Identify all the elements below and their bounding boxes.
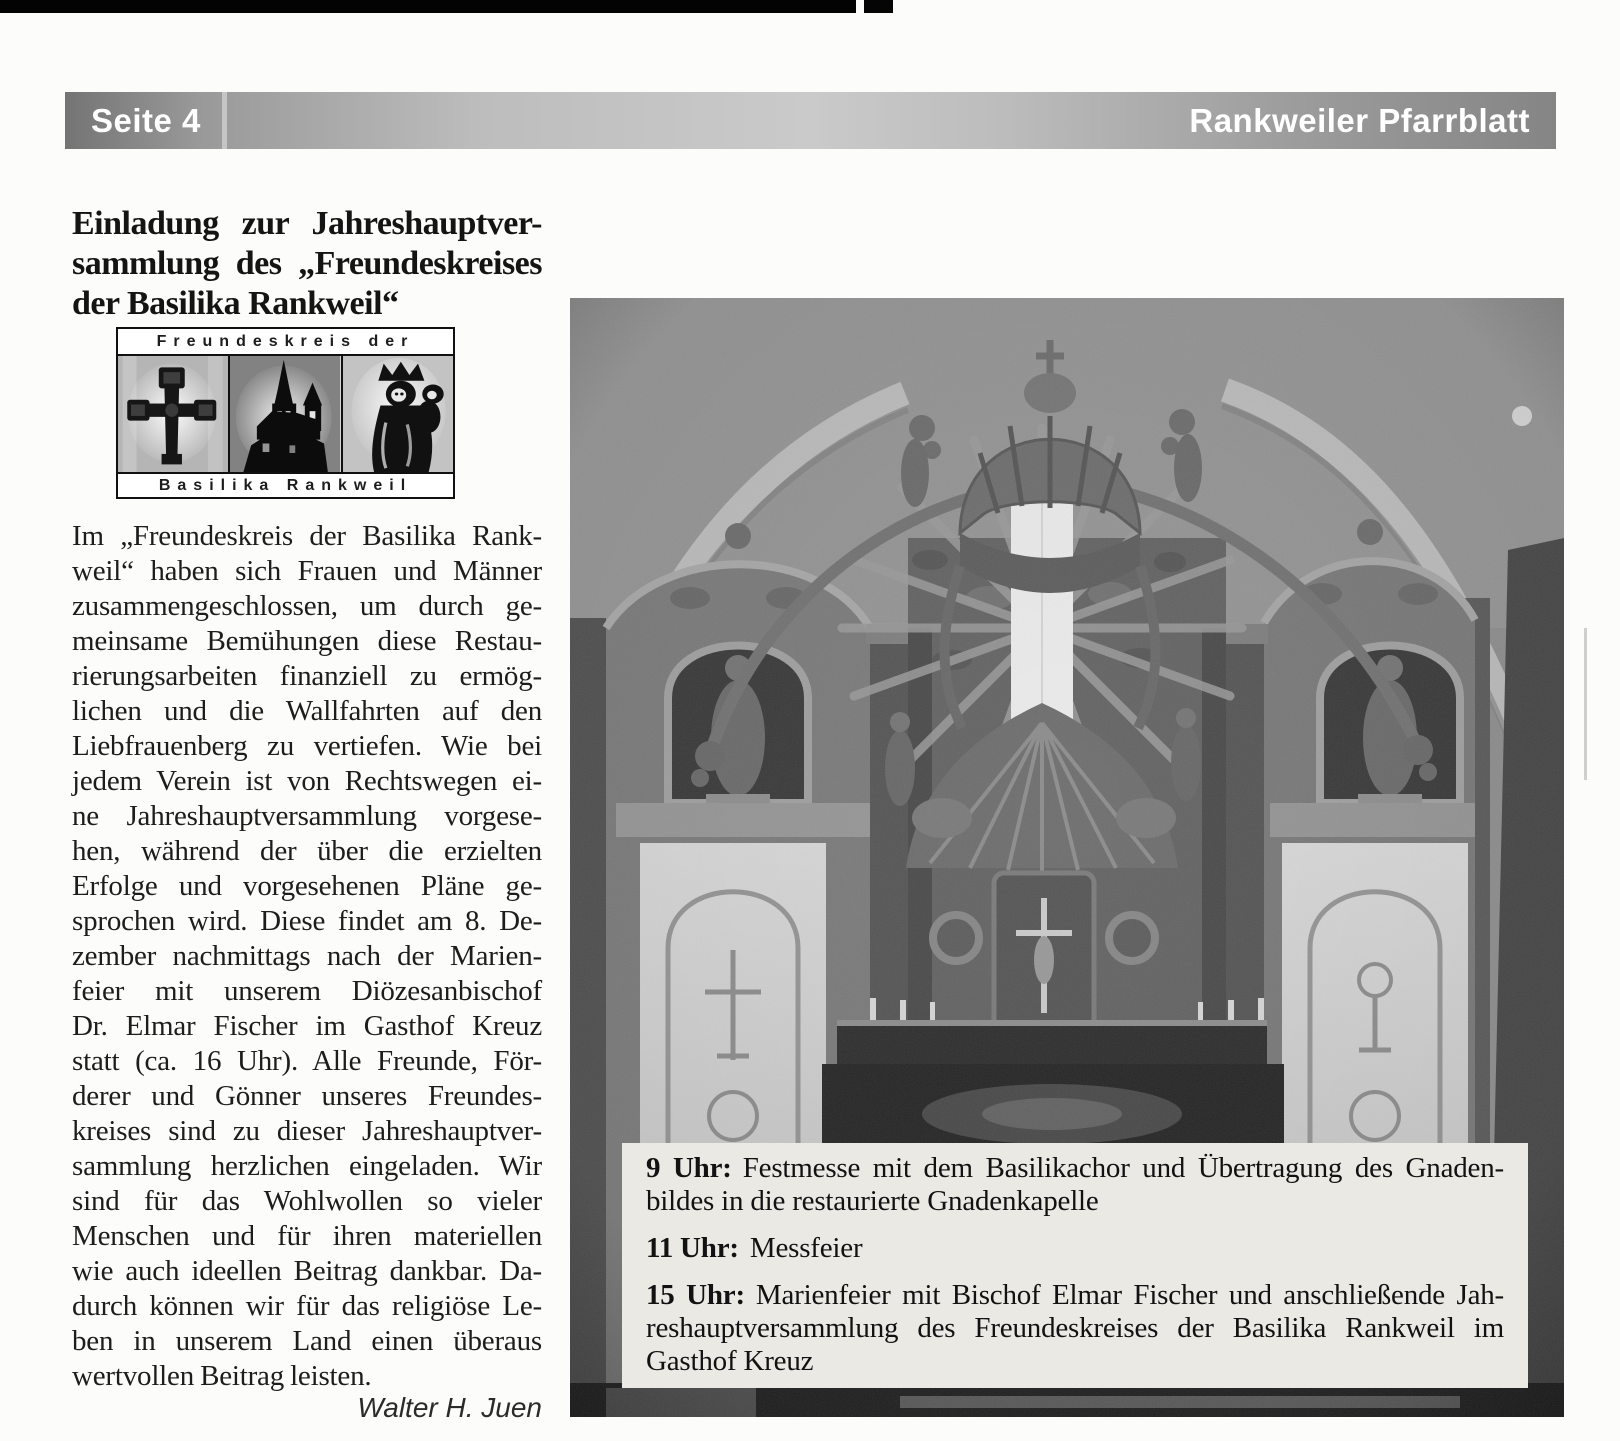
schedule-line xyxy=(646,1279,1504,1312)
body-line: jedem Verein ist von Rechtswegen ei- xyxy=(72,765,542,797)
body-line: kreises sind zu dieser Jahreshauptver- xyxy=(72,1115,542,1147)
article-signature: Walter H. Juen xyxy=(357,1392,542,1423)
body-line: Erfolge und vorgesehenen Pläne ge- xyxy=(72,870,542,902)
schedule-line: bildes in die restaurierte Gnadenkapelle xyxy=(646,1185,1099,1217)
schedule-time-label: 11 Uhr: xyxy=(646,1232,739,1264)
body-line: feier mit unserem Diözesanbischof xyxy=(72,975,542,1007)
body-line: Im „Freundeskreis der Basilika Rank- xyxy=(72,520,542,552)
header-separator-line xyxy=(222,92,227,149)
logo-panels xyxy=(118,356,453,472)
title-line: Einladung zur Jahreshauptver- xyxy=(72,205,542,242)
schedule-entry xyxy=(646,1232,1504,1265)
scan-artifact-square xyxy=(864,0,893,13)
body-line: hen, während der über die erzielten xyxy=(72,835,542,867)
schedule-entry xyxy=(646,1152,1504,1218)
schedule-text: Marienfeier mit Bischof Elmar Fischer und anschließende Jah- xyxy=(755,1279,1504,1311)
title-line: sammlung des „Freundeskreises xyxy=(72,245,542,282)
body-line: zember nachmittags nach der Marien- xyxy=(72,940,542,972)
altar-photo xyxy=(570,298,1564,1417)
madonna-with-child-icon xyxy=(341,356,453,472)
body-line: rierungsarbeiten finanziell zu ermög- xyxy=(72,660,542,692)
body-line: meinsame Bemühungen diese Restau- xyxy=(72,625,542,657)
body-line: durch können wir für das religiöse Le- xyxy=(72,1290,542,1322)
scan-artifact-bar xyxy=(0,0,856,13)
body-line: Menschen und für ihren materiellen xyxy=(72,1220,542,1252)
reliquary-cross-icon xyxy=(118,356,228,472)
body-line: sprochen wird. Diese findet am 8. De- xyxy=(72,905,542,937)
body-line: ne Jahreshauptversammlung vorgese- xyxy=(72,800,542,832)
schedule-entry xyxy=(646,1279,1504,1378)
body-line: ben in unserem Land einen überaus xyxy=(72,1325,542,1357)
body-line: derer und Gönner unseres Freundes- xyxy=(72,1080,542,1112)
body-line: sind für das Wohlwollen so vieler xyxy=(72,1185,542,1217)
body-line: wertvollen Beitrag leisten. xyxy=(72,1360,372,1392)
freundeskreis-logo xyxy=(116,327,455,499)
article-body xyxy=(72,519,542,1394)
page-header-bar xyxy=(65,92,1556,149)
body-line: Liebfrauenberg zu vertiefen. Wie bei xyxy=(72,730,542,762)
schedule-line xyxy=(646,1232,1504,1265)
schedule-time-label: 15 Uhr: xyxy=(646,1279,745,1311)
publication-title: Rankweiler Pfarrblatt xyxy=(1189,101,1530,139)
body-line: wie auch ideellen Beitrag dankbar. Da- xyxy=(72,1255,542,1287)
body-line: Dr. Elmar Fischer im Gasthof Kreuz xyxy=(72,1010,542,1042)
logo-top-label: Freundeskreis der xyxy=(118,329,453,356)
schedule-text: Festmesse mit dem Basilikachor und Übertragung des Gnaden- xyxy=(742,1152,1504,1184)
page-number-label: Seite 4 xyxy=(91,101,201,139)
schedule-time-label: 9 Uhr: xyxy=(646,1152,732,1184)
body-line: lichen und die Wallfahrten auf den xyxy=(72,695,542,727)
basilica-church-icon xyxy=(228,356,340,472)
scan-edge-mark xyxy=(1584,628,1587,780)
body-line: statt (ca. 16 Uhr). Alle Freunde, För- xyxy=(72,1045,542,1077)
schedule-text: Messfeier xyxy=(749,1232,863,1264)
schedule-line: reshauptversammlung des Freundeskreises der Basilika Rankweil im xyxy=(646,1312,1504,1344)
title-line: der Basilika Rankweil“ xyxy=(72,285,399,322)
schedule-overlay-box xyxy=(622,1143,1528,1388)
schedule-line xyxy=(646,1152,1504,1185)
logo-bottom-label: Basilika Rankweil xyxy=(118,472,453,497)
article-title xyxy=(72,204,542,324)
body-line: zusammengeschlossen, um durch ge- xyxy=(72,590,542,622)
body-line: weil“ haben sich Frauen und Männer xyxy=(72,555,542,587)
body-line: sammlung herzlichen eingeladen. Wir xyxy=(72,1150,542,1182)
schedule-line: Gasthof Kreuz xyxy=(646,1345,814,1377)
